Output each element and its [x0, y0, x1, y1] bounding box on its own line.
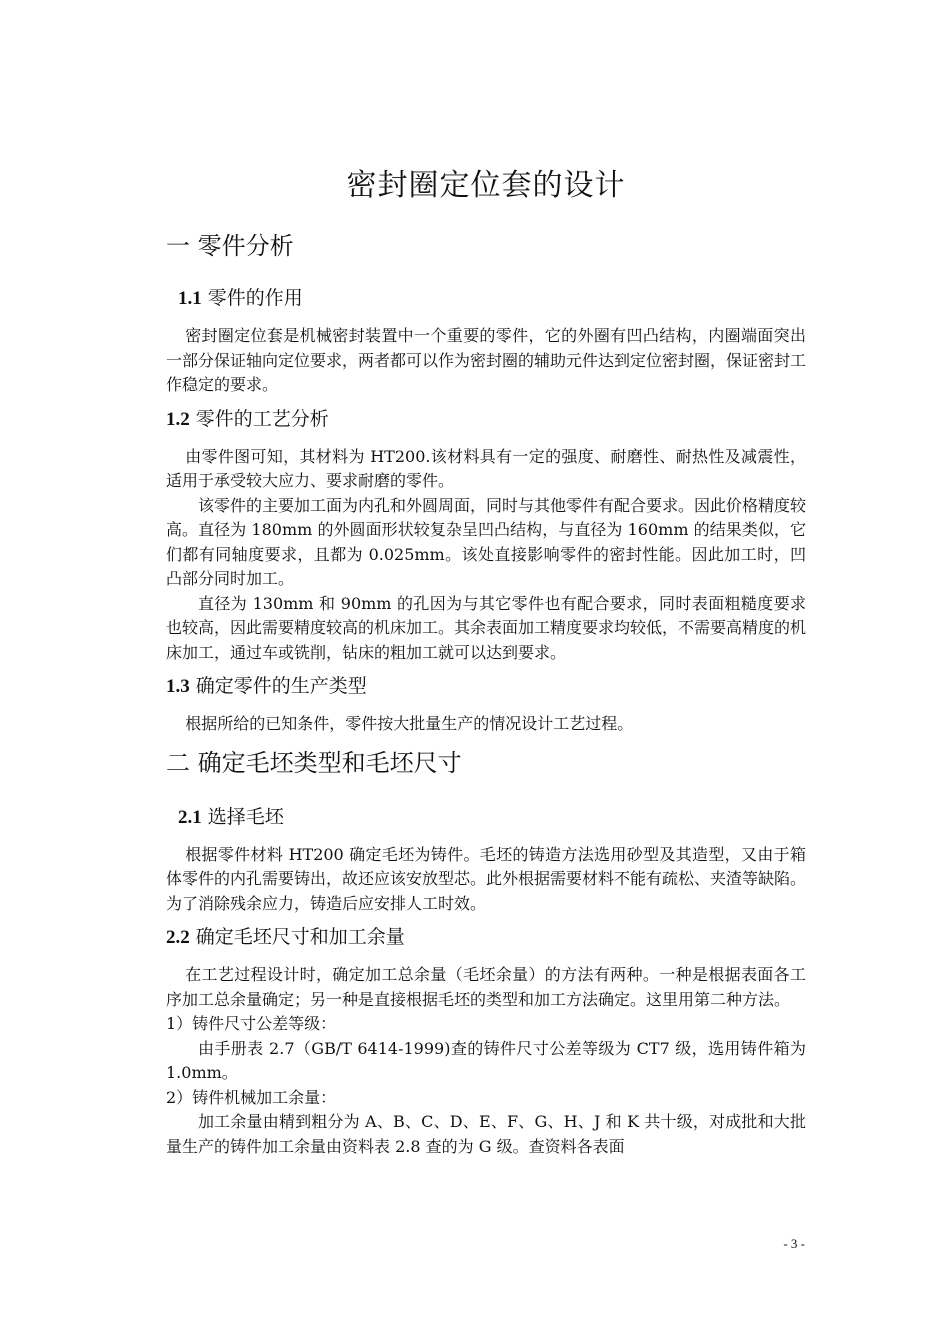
section-label: 选择毛坯: [207, 805, 284, 828]
section-1-3-heading: [166, 671, 806, 698]
list-item: 2）铸件机械加工余量：: [166, 1087, 337, 1107]
list-item: 1）铸件尺寸公差等级：: [166, 1014, 337, 1033]
section-label: 零件的工艺分析: [195, 407, 329, 430]
paragraph: 根据零件材料 HT200 确定毛坯为铸件。毛坯的铸造方法选用砂型及其造型，又由于箱体零件的内孔需要铸出，故还应该安放型芯。此外根据需要材料不能有疏松、夹渣等缺陷。为了消除残余应力，铸造后应安排人工时效。: [166, 844, 807, 913]
paragraph: 该零件的主要加工面为内孔和外圆周面，同时与其他零件有配合要求。因此价格精度较高。直径为 180mm 的外圆面形状较复杂呈凹凸结构，与直径为 160mm 的结果类似，它们都有同轴度要求，且都为 0.025mm。该处直接影响零件的密封性能。因此加工时，凹凸部分同时加工。: [166, 495, 807, 588]
section-label: 确定毛坯尺寸和加工余量: [195, 926, 405, 948]
section-2-1-heading: [178, 802, 806, 829]
section-number: 1.1: [178, 288, 202, 309]
paragraph: 直径为 130mm 和 90mm 的孔因为与其它零件也有配合要求，同时表面粗糙度要求也较高，因此需要精度较高的机床加工。其余表面加工精度要求均较低，不需要高精度的机床加工，通过车或铣削，钻床的粗加工就可以达到要求。: [166, 593, 807, 662]
section-2-2-heading: [166, 922, 806, 949]
paragraph: 由手册表 2.7（GB/T 6414-1999)查的铸件尺寸公差等级为 CT7 级，选用铸件箱为 1.0mm。: [166, 1038, 806, 1082]
section-1-1-heading: [178, 283, 806, 310]
section-number: 2.1: [178, 806, 202, 828]
paragraph: 在工艺过程设计时，确定加工总余量（毛坯余量）的方法有两种。一种是根据表面各工序加工总余量确定；另一种是直接根据毛坯的类型和加工方法确定。这里用第二种方法。: [166, 965, 806, 1009]
page-number: - 3 -: [783, 1236, 805, 1251]
section-number: 1.2: [166, 408, 190, 430]
paragraph: 由零件图可知，其材料为 HT200.该材料具有一定的强度、耐磨性、耐热性及减震性，适用于承受较大应力、要求耐磨的零件。: [166, 446, 806, 490]
section-1-2-heading: [166, 404, 806, 431]
document-title: 密封圈定位套的设计: [346, 168, 626, 203]
section-1-heading: 一 零件分析: [166, 232, 294, 260]
section-label: 确定零件的生产类型: [195, 675, 367, 697]
page-content: [166, 150, 806, 1159]
section-number: 2.2: [166, 927, 190, 948]
section-number: 1.3: [166, 676, 190, 697]
section-2-heading: 二 确定毛坯类型和毛坯尺寸: [166, 748, 462, 777]
paragraph: 加工余量由精到粗分为 A、B、C、D、E、F、G、H、J 和 K 共十级，对成批和大批量生产的铸件加工余量由资料表 2.8 查的为 G 级。查资料各表面: [166, 1112, 806, 1156]
paragraph: 根据所给的已知条件，零件按大批量生产的情况设计工艺过程。: [185, 714, 634, 733]
paragraph: 密封圈定位套是机械密封装置中一个重要的零件，它的外圈有凹凸结构，内圈端面突出一部分保证轴向定位要求，两者都可以作为密封圈的辅助元件达到定位密封圈，保证密封工作稳定的要求。: [166, 326, 807, 394]
section-label: 零件的作用: [207, 287, 303, 309]
